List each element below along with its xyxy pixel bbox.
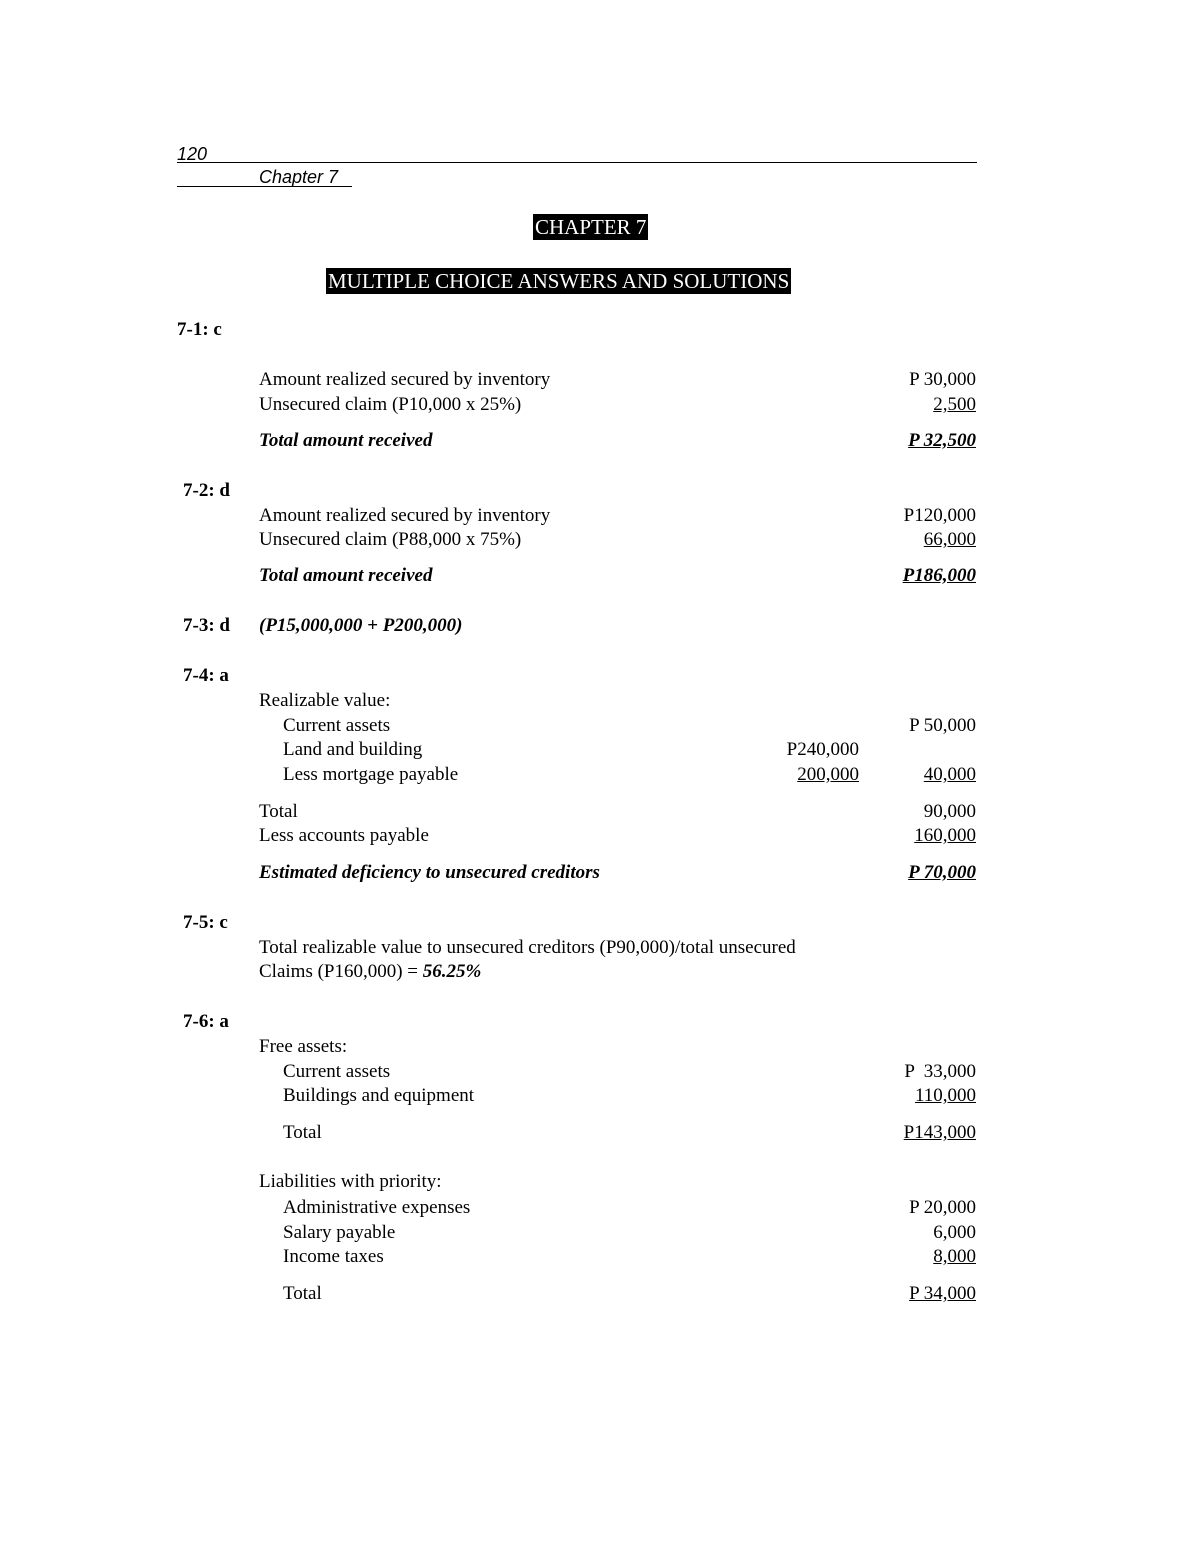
section-title: MULTIPLE CHOICE ANSWERS AND SOLUTIONS <box>328 269 790 293</box>
q2-row2-value: 66,000 <box>923 529 976 550</box>
q6-liab-heading: Liabilities with priority: <box>259 1171 442 1192</box>
q5-result: 56.25% <box>422 961 482 982</box>
q6-admin-label: Administrative expenses <box>283 1197 471 1218</box>
q4-land-value: P240,000 <box>786 739 859 760</box>
header-rule <box>177 162 977 163</box>
page-number: 120 <box>177 144 208 164</box>
q2-row2-label: Unsecured claim (P88,000 x 75%) <box>259 529 522 550</box>
q1-row1-value: P 30,000 <box>909 369 976 390</box>
q6-salary-value: 6,000 <box>933 1222 976 1243</box>
q5-line2-prefix: Claims (P160,000) = <box>259 961 423 982</box>
q2-row1-label: Amount realized secured by inventory <box>259 505 551 526</box>
chapter-label: Chapter 7 <box>259 167 339 187</box>
q4-mortgage-label: Less mortgage payable <box>283 764 459 785</box>
q1-total-value: P 32,500 <box>908 430 976 451</box>
question-7-2-label: 7-2: d <box>183 480 230 501</box>
q4-heading: Realizable value: <box>259 690 391 711</box>
chapter-label-rule <box>177 186 352 187</box>
q4-total-value: 90,000 <box>923 801 976 822</box>
question-7-5-label: 7-5: c <box>183 912 228 933</box>
q6-buildings-label: Buildings and equipment <box>283 1085 475 1106</box>
q6-liab-total-value: P 34,000 <box>909 1283 976 1304</box>
q4-deficiency-label: Estimated deficiency to unsecured creditors <box>259 862 600 883</box>
q4-deficiency-value: P 70,000 <box>908 862 976 883</box>
q1-row2-label: Unsecured claim (P10,000 x 25%) <box>259 394 522 415</box>
q2-row1-value: P120,000 <box>903 505 976 526</box>
q1-row2-value: 2,500 <box>933 394 976 415</box>
q6-liab-total-label: Total <box>283 1283 322 1304</box>
q4-mortgage-value: 200,000 <box>797 764 859 785</box>
q4-current-assets-value: P 50,000 <box>909 715 976 736</box>
q6-admin-value: P 20,000 <box>909 1197 976 1218</box>
q5-line1: Total realizable value to unsecured creditors (P90,000)/total unsecured <box>259 937 796 958</box>
question-7-3-label: 7-3: d <box>183 615 230 636</box>
q1-total-label: Total amount received <box>259 430 433 451</box>
q6-tax-value: 8,000 <box>933 1246 976 1267</box>
q4-net-value: 40,000 <box>923 764 976 785</box>
q6-buildings-value: 110,000 <box>914 1085 976 1106</box>
q4-ap-label: Less accounts payable <box>259 825 429 846</box>
question-7-1-label: 7-1: c <box>177 319 222 340</box>
q4-total-label: Total <box>259 801 298 822</box>
q6-tax-label: Income taxes <box>283 1246 384 1267</box>
q6-free-heading: Free assets: <box>259 1036 348 1057</box>
q1-row1-label: Amount realized secured by inventory <box>259 369 551 390</box>
q6-free-total-label: Total <box>283 1122 322 1143</box>
chapter-title: CHAPTER 7 <box>535 215 647 239</box>
q6-current-assets-label: Current assets <box>283 1061 391 1082</box>
q2-total-value: P186,000 <box>902 565 976 586</box>
q6-current-assets-value: P 33,000 <box>904 1061 976 1082</box>
question-7-4-label: 7-4: a <box>183 665 229 686</box>
q3-formula: (P15,000,000 + P200,000) <box>259 615 463 636</box>
question-7-6-label: 7-6: a <box>183 1011 229 1032</box>
q4-land-label: Land and building <box>283 739 423 760</box>
q2-total-label: Total amount received <box>259 565 433 586</box>
q6-salary-label: Salary payable <box>283 1222 396 1243</box>
q4-ap-value: 160,000 <box>914 825 976 846</box>
q4-current-assets-label: Current assets <box>283 715 391 736</box>
q5-line2 <box>259 960 481 984</box>
q6-free-total-value: P143,000 <box>903 1122 976 1143</box>
